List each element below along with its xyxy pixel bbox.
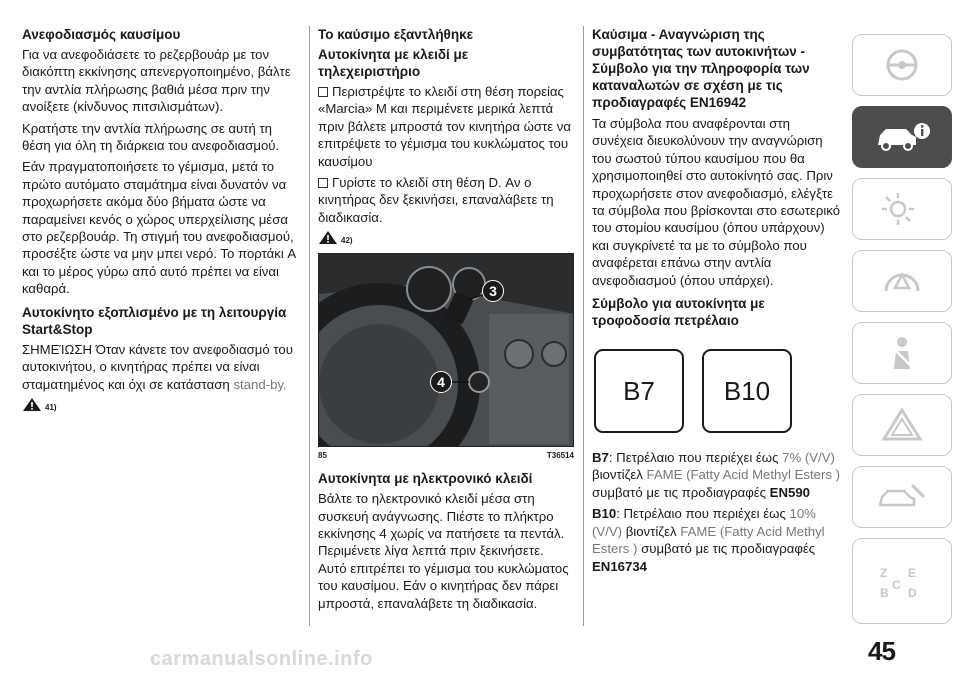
tab-emergency[interactable]: [852, 394, 952, 456]
checkbox-bullet-icon: [318, 87, 328, 97]
warning-triangle-icon: [318, 230, 338, 245]
page-number: 45: [868, 636, 895, 666]
fuel-symbol-b10: B10: [702, 349, 792, 433]
heading-diesel-symbol: Σύμβολο για αυτοκίνητα με τροφοδοσία πετρέλαιο: [592, 296, 765, 329]
figure-number: 85: [318, 451, 327, 461]
sun-icon: [872, 189, 932, 229]
heading-start-stop: Αυτοκίνητο εξοπλισμένο με τη λειτουργία Start&Stop: [22, 304, 287, 337]
figure-code: T36514: [546, 451, 574, 461]
warning-ref-41[interactable]: [22, 397, 298, 412]
heading-fuel-ran-out: Το καύσιμο εξαντλήθηκε: [318, 27, 474, 42]
dashboard-photo: [318, 253, 574, 447]
steering-wheel-icon: [872, 45, 932, 85]
seatbelt-person-icon: [872, 333, 932, 373]
triangle-warning-icon: [872, 405, 932, 445]
callout-4: 4: [430, 371, 452, 393]
paragraph-compatibility: Τα σύμβολα που αναφέρονται στη συνέχεια διευκολύνουν την αναγνώριση του σωστού τύπου καυσίμου που θα χρησιμοποιηθεί στο αυτοκίνητό σας. Πριν προχωρήσετε στον ανεφοδιασμό, ελέγξτε τα σύμβολα που βρίσκονται στο εσωτερικό του στομίου καυσίμου (όπου υπάρχουν) και συγκρίνετέ τα με το σύμβολο που αναφέρεται επάνω στην αντλία ανεφοδιασμού (όπου υπάρχει).: [592, 116, 841, 288]
svg-text:E: E: [908, 566, 917, 580]
column-left: [22, 26, 298, 420]
tab-safety[interactable]: [852, 322, 952, 384]
warning-triangle-icon: [22, 397, 42, 412]
column-middle: [318, 26, 574, 616]
fuel-symbol-b7: B7: [594, 349, 684, 433]
dashboard-illustration: [319, 254, 574, 447]
tab-steering-wheel[interactable]: [852, 34, 952, 96]
dashboard-warning-icon: [872, 261, 932, 301]
abc-index-icon: [872, 561, 932, 601]
figure-caption: [318, 451, 574, 460]
paragraph-refuel-2: Κρατήστε την αντλία πλήρωσης σε αυτή τη θέση για όλη τη διάρκεια του ανεφοδιασμού.: [22, 120, 280, 154]
callout-3: 3: [482, 280, 504, 302]
tab-dashboard[interactable]: [852, 250, 952, 312]
heading-remote-key: Αυτοκίνητα με κλειδί με τηλεχειριστήριο: [318, 47, 469, 79]
car-info-icon: [872, 117, 932, 157]
fuel-symbols: [594, 349, 842, 433]
paragraph-b10: B10: Πετρέλαιο που περιέχει έως 10% (V/V) βιοντίζελ FAME (Fatty Acid Methyl Esters ) συμβατό με τις προδιαγραφές EN16734: [592, 506, 825, 574]
svg-text:C: C: [892, 578, 901, 592]
list-item-turn-key-d: Γυρίστε το κλειδί στη θέση D. Αν ο κινητήρας δεν ξεκινήσει, επαναλάβετε τη διαδικασία.: [318, 175, 554, 225]
checkbox-bullet-icon: [318, 178, 328, 188]
tab-maintenance[interactable]: [852, 466, 952, 528]
chapter-sidebar: [852, 34, 952, 624]
column-divider: [309, 26, 310, 626]
paragraph-refuel-3: Εάν πραγματοποιήσετε το γέμισμα, μετά το πρώτο αυτόματο σταμάτημα είναι δυνατόν να προχωρήσετε ακόμα δύο βήματα ώστε να παραμείνει κενός ο χώρος υπερχείλισης μέσα στο ρεζερβουάρ. Τη στιγμή του ανεφοδιασμού, προσέξτε ώστε να μην μπει νερό. Το πορτάκι A και το μέρος γύρω από αυτό πρέπει να είναι καθαρά.: [22, 159, 296, 297]
paragraph-start-stop: ΣΗΜΕΊΩΣΗ Όταν κάνετε τον ανεφοδιασμό του αυτοκινήτου, ο κινητήρας πρέπει να είναι σταματημένος και όχι σε κατάσταση stand-by.: [22, 341, 293, 392]
heading-refueling: Ανεφοδιασμός καυσίμου: [22, 27, 181, 42]
heading-electronic-key: Αυτοκίνητα με ηλεκτρονικό κλειδί: [318, 471, 533, 487]
svg-text:D: D: [908, 586, 917, 600]
svg-text:B: B: [880, 586, 889, 600]
car-wrench-icon: [872, 477, 932, 517]
warning-ref-label: 41): [45, 402, 57, 412]
paragraph-refuel-1: Για να ανεφοδιάσετε το ρεζερβουάρ με τον διακόπτη εκκίνησης απενεργοποιημένο, βάλτε την αντλία πλήρωσης βαθιά μέσα πριν την ανοίξετε (κίνδυνος πιτσιλισμάτων).: [22, 47, 291, 115]
column-right: [592, 26, 842, 579]
paragraph-b7: B7: Πετρέλαιο που περιέχει έως 7% (V/V) βιοντίζελ FAME (Fatty Acid Methyl Esters ) συμβατό με τις προδιαγραφές EN590: [592, 450, 841, 500]
list-item-turn-key: Περιστρέψτε το κλειδί στη θέση πορείας «Marcia» M και περιμένετε μερικά λεπτά πριν βάλετε μπροστά τον κινητήρα ώστε να επιτρέψετε το γέμισμα του κυκλώματος του καυσίμου: [318, 84, 572, 169]
watermark: carmanualsonline.info: [150, 648, 373, 670]
tab-car-info[interactable]: [852, 106, 952, 168]
tab-index[interactable]: [852, 538, 952, 624]
heading-fuel-compatibility: Καύσιμα - Αναγνώριση της συμβατότητας των αυτοκινήτων - Σύμβολο για την πληροφορία των καταναλωτών σε σχέση με τις προδιαγραφές EN16942: [592, 27, 810, 110]
column-divider: [583, 26, 584, 626]
tab-lights[interactable]: [852, 178, 952, 240]
warning-ref-42[interactable]: [318, 230, 574, 245]
warning-ref-label: 42): [341, 236, 353, 246]
svg-text:Z: Z: [880, 566, 888, 580]
paragraph-electronic-key: Βάλτε το ηλεκτρονικό κλειδί μέσα στη συσκευή ανάγνωσης. Πιέστε το πλήκτρο εκκίνησης 4 χωρίς να πατήσετε τα πεντάλ. Περιμένετε λίγα λεπτά πριν ξεκινήσετε. Αυτό επιτρέπει το γέμισμα του κυκλώματος του καυσίμου. Εάν ο κινητήρας δεν πάρει μπροστά, επαναλάβετε τη διαδικασία.: [318, 491, 569, 611]
